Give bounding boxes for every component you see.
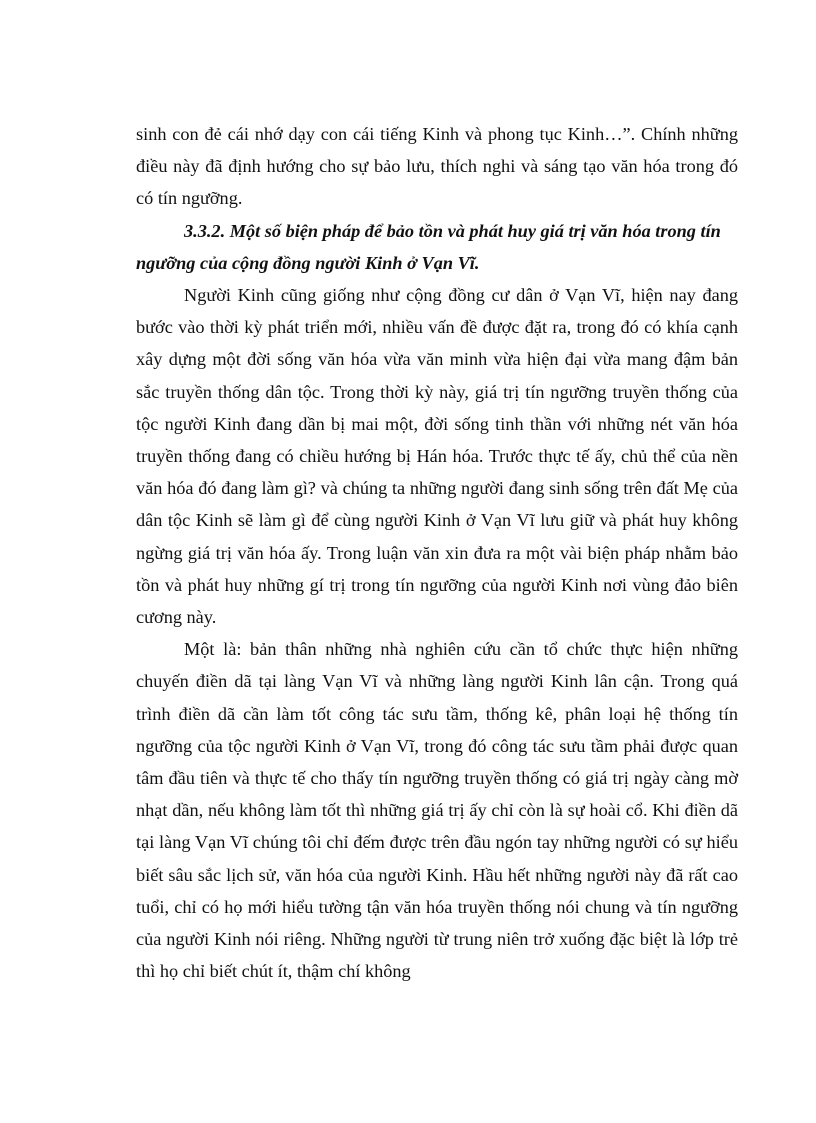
paragraph-intro: Người Kinh cũng giống như cộng đồng cư dân ở Vạn Vĩ, hiện nay đang bước vào thời kỳ phát triển mới, nhiều vấn đề được đặt ra, trong đó có khía cạnh xây dựng một đời sống văn hóa vừa văn minh vừa hiện đại vừa mang đậm bản sắc truyền thống dân tộc. Trong thời kỳ này, giá trị tín ngưỡng truyền thống của tộc người Kinh đang dần bị mai một, đời sống tinh thần với những nét văn hóa truyền thống đang có chiều hướng bị Hán hóa. Trước thực tế ấy, chủ thể của nền văn hóa đó đang làm gì? và chúng ta những người đang sinh sống trên đất Mẹ của dân tộc Kinh sẽ làm gì để cùng người Kinh ở Vạn Vĩ lưu giữ và phát huy không ngừng giá trị văn hóa ấy. Trong luận văn xin đưa ra một vài biện pháp nhằm bảo tồn và phát huy những gí trị trong tín ngưỡng của người Kinh nơi vùng đảo biên cương này. xyxy=(136,285,738,628)
document-body xyxy=(136,118,738,987)
paragraph-measure-one: Một là: bản thân những nhà nghiên cứu cần tổ chức thực hiện những chuyến điền dã tại làng Vạn Vĩ và những làng người Kinh lân cận. Trong quá trình điền dã cần làm tốt công tác sưu tầm, thống kê, phân loại hệ thống tín ngưỡng của tộc người Kinh ở Vạn Vĩ, trong đó công tác sưu tầm phải được quan tâm đầu tiên và thực tế cho thấy tín ngưỡng truyền thống có giá trị ngày càng mờ nhạt dần, nếu không làm tốt thì những giá trị ấy chỉ còn là sự hoài cổ. Khi điền dã tại làng Vạn Vĩ chúng tôi chỉ đếm được trên đầu ngón tay những người có sự hiểu biết sâu sắc lịch sử, văn hóa của người Kinh. Hầu hết những người này đã rất cao tuổi, chỉ có họ mới hiểu tường tận văn hóa truyền thống nói chung và tín ngưỡng của người Kinh nói riêng. Những người từ trung niên trở xuống đặc biệt là lớp trẻ thì họ chỉ biết chút ít, thậm chí không xyxy=(136,639,738,982)
section-heading: 3.3.2. Một số biện pháp để bảo tồn và phát huy giá trị văn hóa trong tín ngưỡng của cộng đồng người Kinh ở Vạn Vĩ. xyxy=(136,220,721,273)
paragraph-continuation: sinh con đẻ cái nhớ dạy con cái tiếng Kinh và phong tục Kinh…”. Chính những điều này đã định hướng cho sự bảo lưu, thích nghi và sáng tạo văn hóa trong đó có tín ngưỡng. xyxy=(136,124,738,209)
